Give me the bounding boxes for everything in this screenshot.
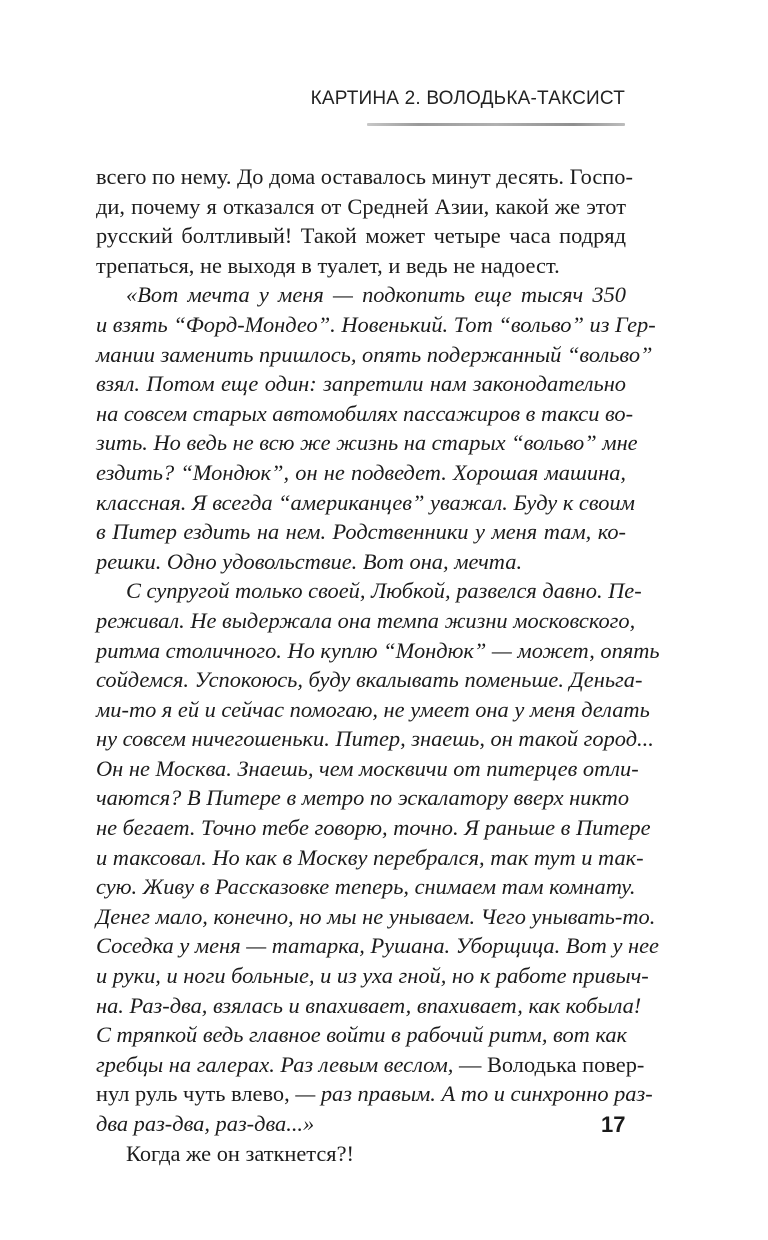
header-rule xyxy=(367,123,625,126)
text-line: и таксовал. Но как в Москву перебрался, так тут и так- xyxy=(96,844,644,870)
page-number: 17 xyxy=(601,1112,626,1137)
running-head: КАРТИНА 2. ВОЛОДЬКА-ТАКСИСТ xyxy=(310,88,625,109)
text-line: в Питер ездить на нем. Родственники у меня там, ко- xyxy=(96,519,626,545)
paragraph-narration-end xyxy=(96,1139,626,1169)
text-line: С супругой только своей, Любкой, развелся давно. Пе- xyxy=(126,578,642,604)
text-line: ну совсем ничегошеньки. Питер, знаешь, он такой город... xyxy=(96,726,654,752)
paragraph-monologue-life xyxy=(96,576,660,1138)
text-line: взял. Потом еще один: запретили нам законодательно xyxy=(96,371,626,397)
paragraph-monologue-dream xyxy=(96,280,656,576)
text-line: сойдемся. Успокоюсь, буду вкалывать поменьше. Деньга- xyxy=(96,667,643,693)
monologue-fragment: гребцы на галерах. Раз левым веслом, xyxy=(96,1051,459,1077)
text-line: Когда же он заткнется?! xyxy=(126,1140,354,1166)
text-line-mixed xyxy=(96,1050,645,1080)
text-line: «Вот мечта у меня — подкопить еще тысяч 350 xyxy=(126,282,626,308)
text-line-mixed xyxy=(96,1079,653,1109)
text-line: классная. Я всегда “американцев” уважал. Буду к своим xyxy=(96,489,635,515)
narration-fragment: нул руль чуть влево, xyxy=(96,1081,296,1107)
text-line: мании заменить пришлось, опять подержанный “вольво” xyxy=(96,341,653,367)
monologue-fragment: — раз правым. А то и синхронно раз- xyxy=(295,1081,653,1107)
text-line: Денег мало, конечно, но мы не унываем. Чего унывать-то. xyxy=(96,903,656,929)
text-line: сую. Живу в Рассказовке теперь, снимаем там комнату. xyxy=(96,874,636,900)
text-line: С тряпкой ведь главное войти в рабочий ритм, вот как xyxy=(96,1022,628,1048)
text-line: русский болтливый! Такой может четыре часа подряд xyxy=(96,223,626,249)
text-line: зить. Но ведь не всю же жизнь на старых “вольво” мне xyxy=(96,430,638,456)
text-line: ритма столичного. Но куплю “Мондюк” — может, опять xyxy=(96,637,660,663)
text-line: два раз-два, раз-два...» xyxy=(96,1111,315,1136)
text-line: всего по нему. До дома оставалось минут десять. Госпо- xyxy=(96,164,633,189)
body-text xyxy=(96,162,660,1168)
text-line: и руки, и ноги больные, и из уха гной, но к работе привыч- xyxy=(96,963,649,989)
text-line: Соседка у меня — татарка, Рушана. Уборщица. Вот у нее xyxy=(96,933,659,959)
text-line: ездить? “Мондюк”, он не подведет. Хорошая машина, xyxy=(96,459,626,485)
paragraph-narration xyxy=(96,162,633,280)
text-line: Он не Москва. Знаешь, чем москвичи от питерцев отли- xyxy=(96,755,639,781)
narration-fragment: — Володька повер- xyxy=(458,1051,645,1077)
text-line: ди, почему я отказался от Средней Азии, какой же этот xyxy=(96,193,626,219)
text-line: трепаться, не выходя в туалет, и ведь не надоест. xyxy=(96,252,560,278)
text-line: и взять “Форд-Мондео”. Новенький. Тот “вольво” из Гер- xyxy=(96,311,656,337)
text-line: на совсем старых автомобилях пассажиров в такси во- xyxy=(96,400,634,426)
text-line: на. Раз-два, взялась и впахивает, впахивает, как кобыла! xyxy=(96,992,642,1018)
text-line: ми-то я ей и сейчас помогаю, не умеет она у меня делать xyxy=(96,696,650,722)
text-line: чаются? В Питере в метро по эскалатору вверх никто xyxy=(96,785,630,811)
text-line: не бегает. Точно тебе говорю, точно. Я раньше в Питере xyxy=(96,815,651,841)
text-line: реживал. Не выдержала она темпа жизни московского, xyxy=(96,607,636,633)
text-line: решки. Одно удовольствие. Вот она, мечта. xyxy=(96,548,523,574)
